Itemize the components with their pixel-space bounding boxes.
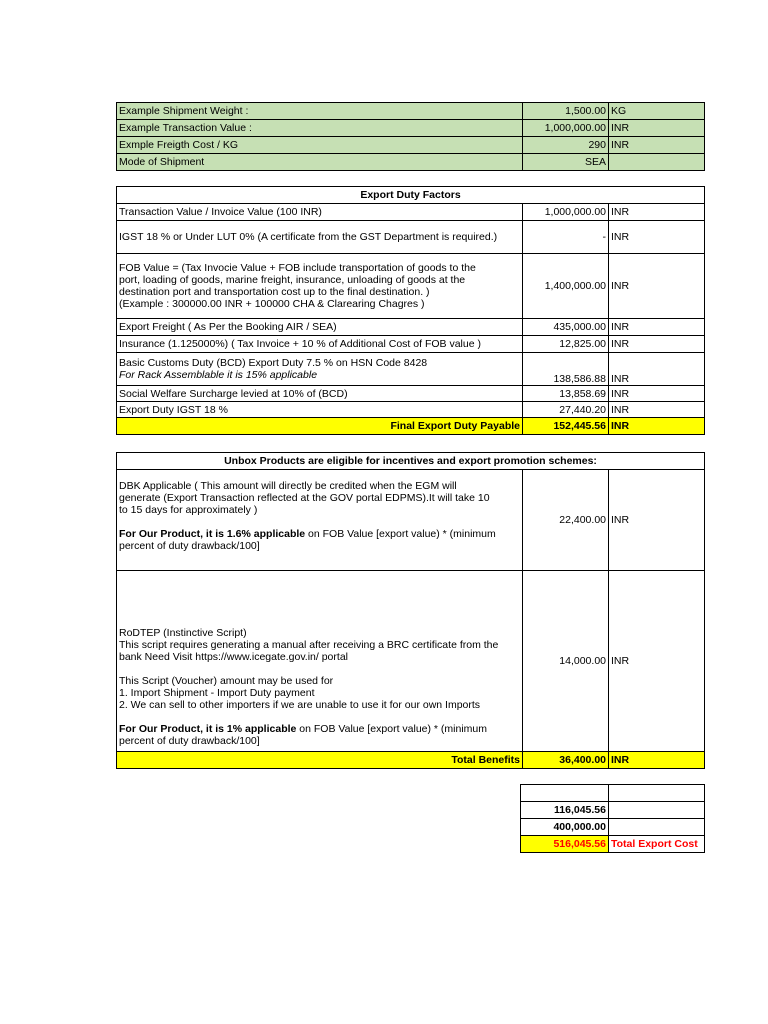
freight-cost-unit: INR: [609, 137, 705, 154]
igst-lut-unit: INR: [609, 221, 705, 254]
rodtep-line-1: RoDTEP (Instinctive Script): [119, 627, 247, 639]
dbk-fob-text: on FOB Value [export value) * (minimum: [305, 528, 496, 540]
dbk-line-4: [119, 528, 520, 540]
dbk-description: [117, 470, 523, 571]
rodtep-applicable-text: For Our Product, it is 1% applicable: [119, 723, 297, 735]
fob-line-1: FOB Value = (Tax Invocie Value + FOB include transportation of goods to the: [119, 262, 476, 274]
rodtep-unit: INR: [609, 571, 705, 752]
table-row: [521, 836, 705, 853]
bcd-unit: INR: [609, 353, 705, 386]
table-row: [117, 254, 705, 319]
table-row: [117, 386, 705, 402]
table-row: [521, 785, 705, 802]
final-duty-label: Final Export Duty Payable: [117, 418, 523, 435]
freight-cost-value: 290: [523, 137, 609, 154]
shipment-weight-value: 1,500.00: [523, 103, 609, 120]
rodtep-line-5: 1. Import Shipment - Import Duty payment: [119, 687, 315, 699]
table-row: [117, 154, 705, 171]
igst-unit: INR: [609, 402, 705, 418]
benefits-table: [116, 452, 705, 769]
dbk-line-2: generate (Export Transaction reflected at the GOV portal EDPMS).It will take 10: [119, 492, 490, 504]
table-row: [117, 187, 705, 204]
freight-label: Export Freight ( As Per the Booking AIR / SEA): [117, 319, 523, 336]
sws-value: 13,858.69: [523, 386, 609, 402]
shipment-params-table: [116, 102, 705, 171]
dbk-value: 22,400.00: [523, 470, 609, 571]
table-row: [117, 571, 705, 752]
fob-label: [117, 254, 523, 319]
table-row: [117, 470, 705, 571]
table-row: [117, 221, 705, 254]
freight-unit: INR: [609, 319, 705, 336]
table-row: [117, 137, 705, 154]
bcd-line-2: For Rack Assemblable it is 15% applicable: [119, 369, 318, 381]
transaction-label: Transaction Value / Invoice Value (100 INR): [117, 204, 523, 221]
export-duty-table: [116, 186, 705, 435]
insurance-unit: INR: [609, 336, 705, 353]
rodtep-line-6: 2. We can sell to other importers if we are unable to use it for our own Imports: [119, 699, 481, 711]
sws-label: Social Welfare Surcharge levied at 10% of (BCD): [117, 386, 523, 402]
summary-value-2: 400,000.00: [521, 819, 609, 836]
rodtep-line-7: [119, 723, 520, 735]
table-row: [117, 353, 705, 386]
bcd-line-1: Basic Customs Duty (BCD) Export Duty 7.5 % on HSN Code 8428: [119, 357, 428, 369]
shipment-weight-unit: KG: [609, 103, 705, 120]
table-row: [117, 453, 705, 470]
shipment-mode-value: SEA: [523, 154, 609, 171]
table-row: [521, 802, 705, 819]
igst-lut-value: -: [523, 221, 609, 254]
export-duty-title: Export Duty Factors: [117, 187, 705, 204]
rodtep-description: [117, 571, 523, 752]
shipment-weight-label: Example Shipment Weight :: [117, 103, 523, 120]
total-benefits-value: 36,400.00: [523, 752, 609, 769]
rodtep-line-3: bank Need Visit https://www.icegate.gov.in/ portal: [119, 651, 348, 663]
total-benefits-unit: INR: [609, 752, 705, 769]
table-row: [117, 336, 705, 353]
insurance-label: Insurance (1.125000%) ( Tax Invoice + 10 % of Additional Cost of FOB value ): [117, 336, 523, 353]
table-row: [521, 819, 705, 836]
summary-table: [520, 784, 705, 853]
fob-value: 1,400,000.00: [523, 254, 609, 319]
igst-value: 27,440.20: [523, 402, 609, 418]
dbk-line-1: DBK Applicable ( This amount will directly be credited when the EGM will: [119, 480, 457, 492]
benefits-title: Unbox Products are eligible for incentives and export promotion schemes:: [117, 453, 705, 470]
igst-label: Export Duty IGST 18 %: [117, 402, 523, 418]
transaction-value-unit: INR: [609, 120, 705, 137]
total-benefits-label: Total Benefits: [117, 752, 523, 769]
dbk-line-5: percent of duty drawback/100]: [119, 540, 260, 552]
table-row: [117, 319, 705, 336]
fob-line-4: (Example : 300000.00 INR + 100000 CHA & Clarearing Chagres ): [119, 298, 425, 310]
shipment-mode-unit: [609, 154, 705, 171]
bcd-value: 138,586.88: [523, 353, 609, 386]
transaction-value-value: 1,000,000.00: [523, 120, 609, 137]
summary-value-1: 116,045.56: [521, 802, 609, 819]
rodtep-line-4: This Script (Voucher) amount may be used for: [119, 675, 334, 687]
rodtep-fob-text: on FOB Value [export value) * (minimum: [296, 723, 488, 735]
final-duty-value: 152,445.56: [523, 418, 609, 435]
transaction-unit: INR: [609, 204, 705, 221]
freight-value: 435,000.00: [523, 319, 609, 336]
fob-unit: INR: [609, 254, 705, 319]
dbk-line-3: to 15 days for approximately ): [119, 504, 258, 516]
table-row: [117, 418, 705, 435]
table-row: [117, 103, 705, 120]
freight-cost-label: Exmple Freigth Cost / KG: [117, 137, 523, 154]
bcd-label: [117, 353, 523, 386]
fob-line-2: port, loading of goods, marine freight, insurance, unloading of goods at the: [119, 274, 466, 286]
transaction-value-label: Example Transaction Value :: [117, 120, 523, 137]
table-row: [117, 204, 705, 221]
rodtep-value: 14,000.00: [523, 571, 609, 752]
fob-line-3: destination port and transportation cost up to the final destination. ): [119, 286, 430, 298]
shipment-mode-label: Mode of Shipment: [117, 154, 523, 171]
dbk-applicable-text: For Our Product, it is 1.6% applicable: [119, 528, 306, 540]
table-row: [117, 752, 705, 769]
rodtep-line-8: percent of duty drawback/100]: [119, 735, 260, 747]
sws-unit: INR: [609, 386, 705, 402]
igst-lut-label: IGST 18 % or Under LUT 0% (A certificate from the GST Department is required.): [117, 221, 523, 254]
table-row: [117, 120, 705, 137]
final-duty-unit: INR: [609, 418, 705, 435]
total-export-cost-value: 516,045.56: [521, 836, 609, 853]
rodtep-line-2: This script requires generating a manual after receiving a BRC certificate from the: [119, 639, 499, 651]
table-row: [117, 402, 705, 418]
dbk-unit: INR: [609, 470, 705, 571]
insurance-value: 12,825.00: [523, 336, 609, 353]
total-export-cost-label: Total Export Cost: [609, 836, 705, 853]
transaction-value: 1,000,000.00: [523, 204, 609, 221]
